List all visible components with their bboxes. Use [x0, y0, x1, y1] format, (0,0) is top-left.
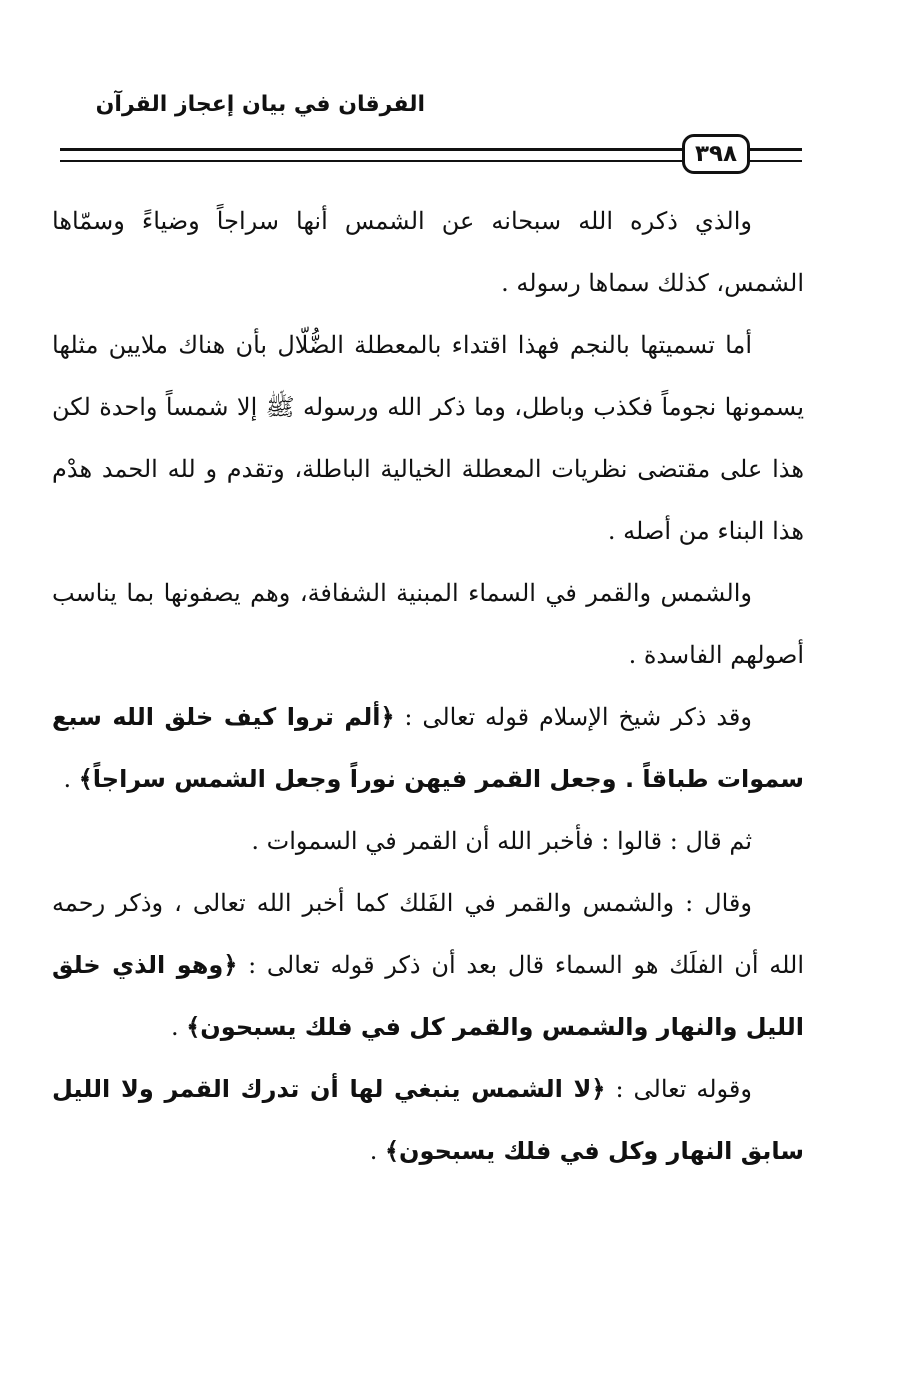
text-segment: وقال : والشمس والقمر في الفَلك كما أخبر الله تعالى ، وذكر رحمه الله أن الفلَك هو السماء قال بعد أن ذكر قوله تعالى : [52, 889, 804, 979]
header-rule-right-top [750, 148, 802, 151]
text-segment: . [63, 765, 79, 793]
text-segment: . [369, 1137, 385, 1165]
header-rule-left-top [60, 148, 682, 151]
paragraph-6 [52, 872, 804, 1058]
running-title: الفرقان في بيان إعجاز القرآن [95, 92, 425, 117]
paragraph-1 [52, 190, 804, 314]
text-segment: أما تسميتها بالنجم فهذا اقتداء بالمعطلة الضُّلّال بأن هناك ملايين مثلها يسمونها نجوماً فكذب وباطل، وما ذكر الله ورسوله ﷺ إلا شمساً واحدة لكن هذا على مقتضى نظريات المعطلة الخيالية الباطلة، وتقدم و لله الحمد هدْم هذا البناء من أصله . [52, 331, 805, 545]
paragraph-2 [52, 314, 804, 562]
paragraph-4 [52, 686, 804, 810]
text-segment: والذي ذكره الله سبحانه عن الشمس أنها سراجاً وضياءً وسمّاها الشمس، كذلك سماها رسوله . [52, 207, 804, 297]
quran-verse: ﴿وهو الذي خلق الليل والنهار والشمس والقمر كل في فلك يسبحون﴾ [52, 951, 804, 1041]
text-segment: وقوله تعالى : [605, 1075, 752, 1103]
body-text [52, 190, 804, 1182]
paragraph-7 [52, 1058, 804, 1182]
paragraph-5 [52, 810, 804, 872]
text-segment: ثم قال : قالوا : فأخبر الله أن القمر في السموات . [251, 827, 752, 855]
text-segment: والشمس والقمر في السماء المبنية الشفافة، وهم يصفونها بما يناسب أصولهم الفاسدة . [52, 579, 804, 669]
quran-verse: ﴿ألم تروا كيف خلق الله سبع سموات طباقاً . وجعل القمر فيهن نوراً وجعل الشمس سراجاً﴾ [52, 703, 804, 793]
header-rule-left-bottom [60, 160, 682, 162]
page-number: ٣٩٨ [694, 141, 738, 167]
header-rule-right-bottom [750, 160, 802, 162]
page-number-box [682, 134, 750, 174]
paragraph-3 [52, 562, 804, 686]
text-segment: وقد ذكر شيخ الإسلام قوله تعالى : [394, 703, 752, 731]
text-segment: . [170, 1013, 187, 1041]
quran-verse: ﴿لا الشمس ينبغي لها أن تدرك القمر ولا الليل سابق النهار وكل في فلك يسبحون﴾ [52, 1075, 804, 1165]
